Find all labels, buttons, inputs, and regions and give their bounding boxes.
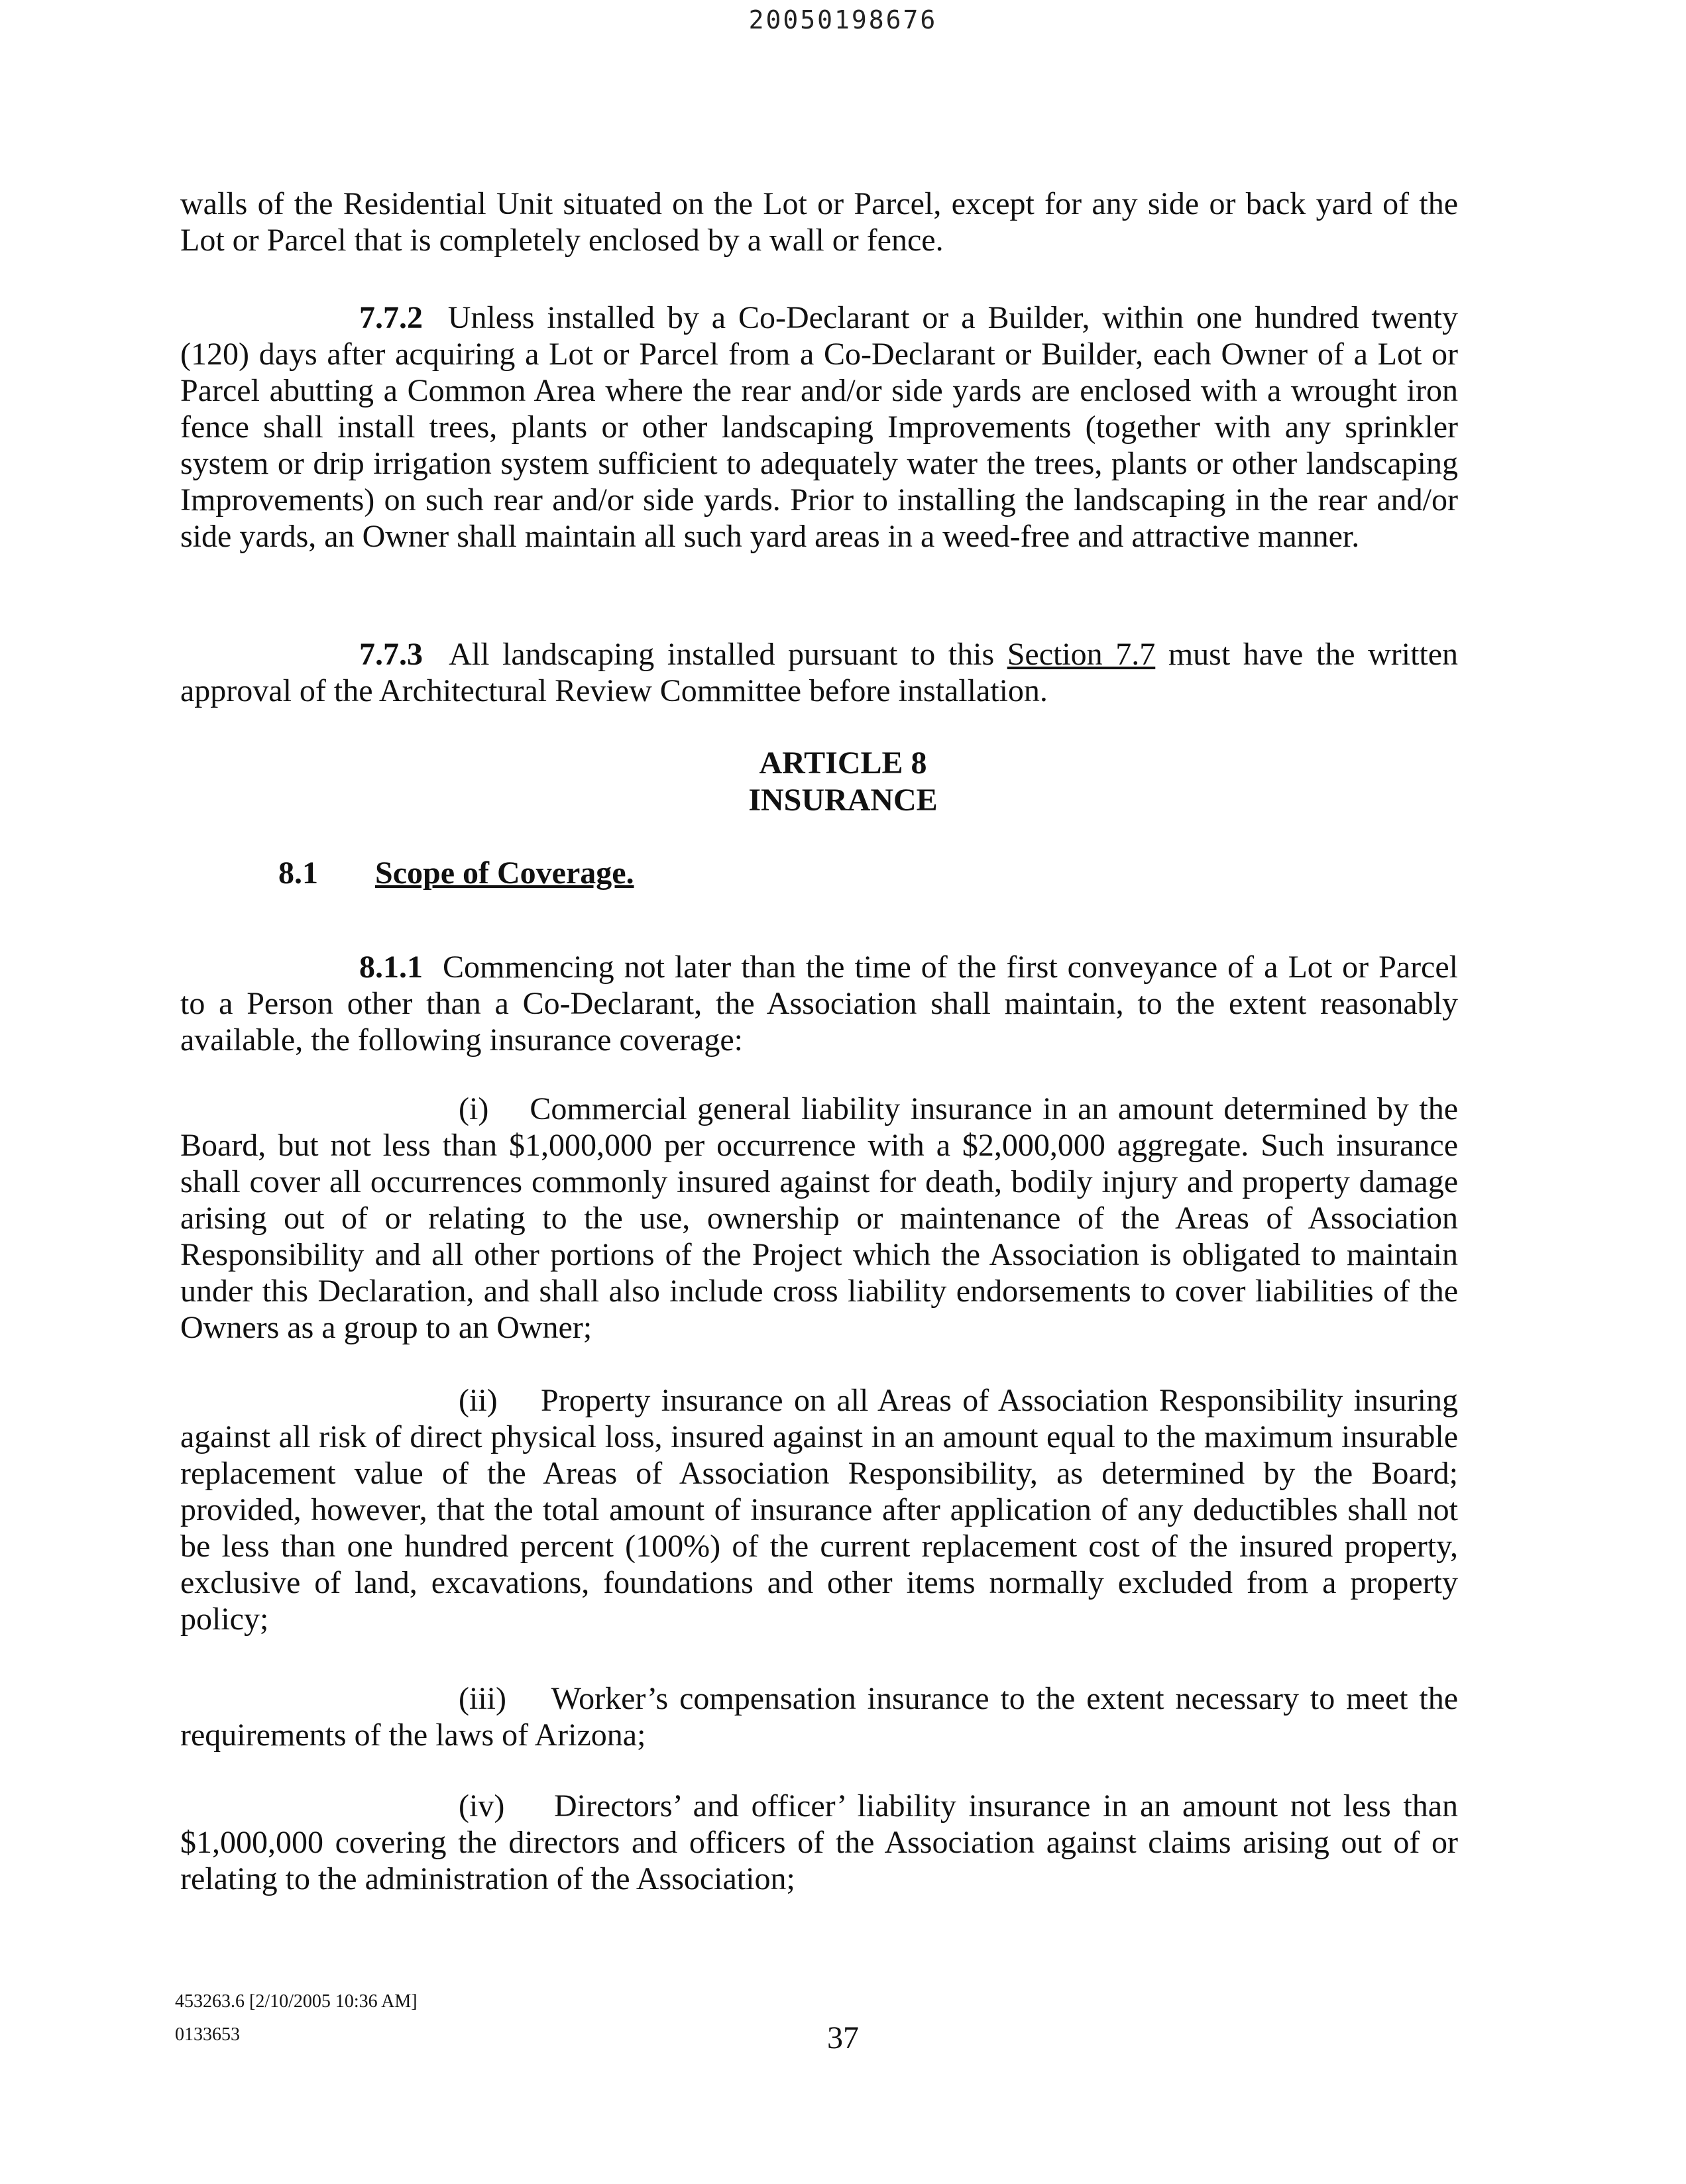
section-8-1-number: 8.1: [278, 855, 318, 891]
page-number: 37: [827, 2020, 859, 2055]
clause-i: [180, 1091, 1458, 1346]
clause-iii-text: Worker’s compensation insurance to the extent necessary to meet the requirements of the laws of Arizona;: [180, 1681, 1459, 1753]
clause-ii: [180, 1382, 1458, 1637]
document-number: 20050198676: [748, 5, 938, 34]
clause-label: (iii): [459, 1681, 506, 1716]
paragraph-7-7-3-text-a: All landscaping installed pursuant to this: [449, 637, 995, 672]
paragraph-continuation: [180, 186, 1458, 258]
paragraph-continuation-text: walls of the Residential Unit situated on the Lot or Parcel, except for any side or back yard of the Lot or Parcel that is completely enclosed by a wall or fence.: [180, 186, 1458, 258]
clause-label: (iv): [459, 1788, 505, 1824]
paragraph-7-7-2-text: Unless installed by a Co-Declarant or a Builder, within one hundred twenty (120) days after acquiring a Lot or Parcel from a Co-Declarant or Builder, each Owner of a Lot or Parcel abutting a Common Area where the rear and/or side yards are enclosed with a wrought iron fence shall install trees, plants or other landscaping Improvements (together with any sprinkler system or drip irrigation system sufficient to adequately water the trees, plants or other landscaping Improvements) on such rear and/or side yards. Prior to installing the landscaping in the rear and/or side yards, an Owner shall maintain all such yard areas in a weed-free and attractive manner.: [180, 300, 1459, 554]
clause-number: 7.7.2: [359, 300, 423, 335]
section-8-1-title: Scope of Coverage.: [375, 855, 634, 891]
clause-number: 8.1.1: [359, 950, 423, 985]
article-title: INSURANCE: [748, 783, 938, 818]
clause-label: (i): [459, 1091, 489, 1126]
clause-number: 7.7.3: [359, 637, 423, 672]
clause-ii-text: Property insurance on all Areas of Association Responsibility insuring against all risk of direct physical loss, insured against in an amount equal to the maximum insurable replacement value of the Areas of Association Responsibility, as determined by the Board; provided, however, that the total amount of insurance after application of any deductibles shall not be less than one hundred percent (100%) of the current replacement cost of the insured property, exclusive of land, excavations, foundations and other items normally excluded from a property policy;: [180, 1383, 1459, 1637]
clause-iv-text: Directors’ and officer’ liability insurance in an amount not less than $1,000,000 covering the directors and officers of the Association against claims arising out of or relating to the administration of the Association;: [180, 1788, 1458, 1896]
clause-iii: [180, 1680, 1458, 1753]
paragraph-7-7-2: [180, 300, 1458, 555]
clause-i-text: Commercial general liability insurance in an amount determined by the Board, but not less than $1,000,000 per occurrence with a $2,000,000 aggregate. Such insurance shall cover all occurrences commonly insured against for death, bodily injury and property damage arising out of or relating to the use, ownership or maintenance of the Areas of Association Responsibility and all other portions of the Project which the Association is obligated to maintain under this Declaration, and shall also include cross liability endorsements to cover liabilities of the Owners as a group to an Owner;: [180, 1091, 1459, 1345]
footer-client-number: 0133653: [175, 2024, 240, 2045]
article-number: ARTICLE 8: [759, 745, 927, 781]
paragraph-8-1-1: [180, 949, 1458, 1058]
paragraph-7-7-3-text-b: must have the written approval of the Architectural Review Committee before installation.: [180, 637, 1459, 708]
section-reference-link[interactable]: Section 7.7: [1007, 637, 1156, 672]
clause-label: (ii): [459, 1383, 498, 1418]
paragraph-7-7-3: [180, 636, 1458, 709]
article-heading: [0, 745, 1686, 819]
footer-doc-ref: 453263.6 [2/10/2005 10:36 AM]: [175, 1991, 418, 2012]
paragraph-8-1-1-text: Commencing not later than the time of the first conveyance of a Lot or Parcel to a Person other than a Co-Declarant, the Association shall maintain, to the extent reasonably available, the following insurance coverage:: [180, 950, 1459, 1058]
clause-iv: [180, 1788, 1458, 1897]
